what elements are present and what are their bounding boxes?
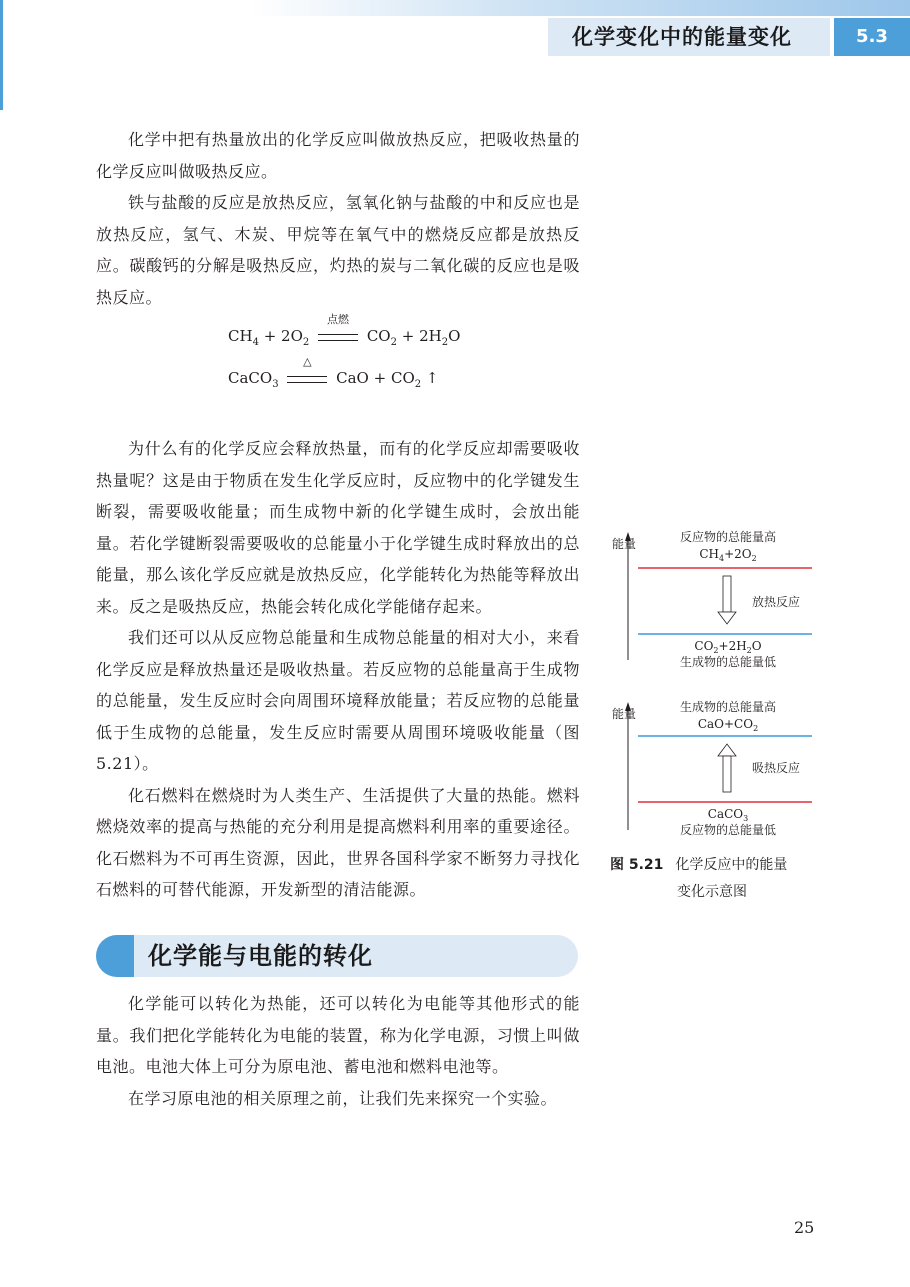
exothermic-label: 放热反应	[752, 595, 801, 609]
product-formula: $CaO+CO_2$	[697, 717, 759, 733]
main-text-bottom	[96, 988, 580, 1114]
figure-caption	[610, 852, 830, 906]
product-energy-label: 生成物的总能量低	[679, 655, 777, 669]
caption-line-1: 化学反应中的能量	[675, 857, 788, 873]
section-heading-accent	[96, 935, 134, 977]
up-arrow-icon	[718, 744, 736, 792]
reaction-condition: 点燃	[318, 327, 358, 345]
paragraph: 化学能可以转化为热能，还可以转化为电能等其他形式的能量。我们把化学能转化为电能的装置，称为化学电源，习惯上叫做电池。电池大体上可分为原电池、蓄电池和燃料电池等。	[96, 994, 580, 1076]
axis-label: 能量	[612, 537, 637, 551]
equation-calcium-carbonate-decomposition: CaCO$_3$ △ CaO + $CO_2$ ↑	[228, 355, 439, 390]
page-number: 25	[794, 1218, 815, 1237]
figure-number: 图 5.21	[610, 857, 664, 873]
axis-label: 能量	[612, 707, 637, 721]
section-heading-bar	[96, 935, 578, 977]
paragraph: 我们还可以从反应物总能量和生成物总能量的相对大小，来看化学反应是释放热量还是吸收热量。若反应物的总能量高于生成物的总能量，发生反应时会向周围环境释放能量；若反应物的总能量低于生成物的总能量，发生反应时需要从周围环境吸收能量（图 5.21）。	[96, 628, 580, 773]
paragraph: 化石燃料在燃烧时为人类生产、生活提供了大量的热能。燃料燃烧效率的提高与热能的充分利用是提高燃料利用率的重要途径。化石燃料为不可再生资源，因此，世界各国科学家不断努力寻找化石燃料的可替代能源，开发新型的清洁能源。	[96, 785, 580, 899]
reactant-formula: $CH_4+2O_2$	[699, 547, 757, 563]
endothermic-label: 吸热反应	[752, 761, 801, 775]
exothermic-diagram	[612, 529, 812, 669]
product-formula: $CO_2+2H_2O$	[694, 639, 762, 655]
reactant-energy-label: 反应物的总能量低	[679, 823, 777, 837]
section-number-badge: 5.3	[834, 18, 910, 56]
paragraph: 在学习原电池的相关原理之前，让我们先来探究一个实验。	[128, 1088, 558, 1108]
page-edge-marker	[0, 0, 3, 110]
reactant-energy-label: 反应物的总能量高	[679, 530, 777, 544]
paragraph: 铁与盐酸的反应是放热反应，氢氧化钠与盐酸的中和反应也是放热反应，氢气、木炭、甲烷等在氧气中的燃烧反应都是放热反应。碳酸钙的分解是吸热反应，灼热的炭与二氧化碳的反应也是吸热反应。	[96, 193, 580, 307]
down-arrow-icon	[718, 576, 736, 624]
endothermic-diagram	[612, 699, 812, 837]
header-decoration	[250, 0, 910, 16]
equation-methane-combustion: $CH_4 + 2O_2$ 点燃 $CO_2 + 2H_2O$	[228, 313, 461, 348]
chapter-title: 化学变化中的能量变化	[548, 18, 830, 56]
product-energy-label: 生成物的总能量高	[679, 700, 777, 714]
paragraph: 为什么有的化学反应会释放热量，而有的化学反应却需要吸收热量呢？这是由于物质在发生化学反应时，反应物中的化学键发生断裂，需要吸收能量；而生成物中新的化学键生成时，会放出能量。若化学键断裂需要吸收的总能量小于化学键生成时释放出的总能量，那么该化学反应就是放热反应，化学能转化为热能等释放出来。反之是吸热反应，热能会转化成化学能储存起来。	[96, 439, 580, 616]
reactant-formula: CaCO$_3$	[707, 807, 749, 823]
equation-block	[96, 313, 580, 419]
main-text-top	[96, 124, 580, 906]
paragraph: 化学中把有热量放出的化学反应叫做放热反应，把吸收热量的化学反应叫做吸热反应。	[96, 130, 580, 181]
reaction-condition: △	[287, 369, 327, 387]
caption-line-2: 变化示意图	[677, 884, 747, 900]
section-heading: 化学能与电能的转化	[148, 942, 373, 970]
